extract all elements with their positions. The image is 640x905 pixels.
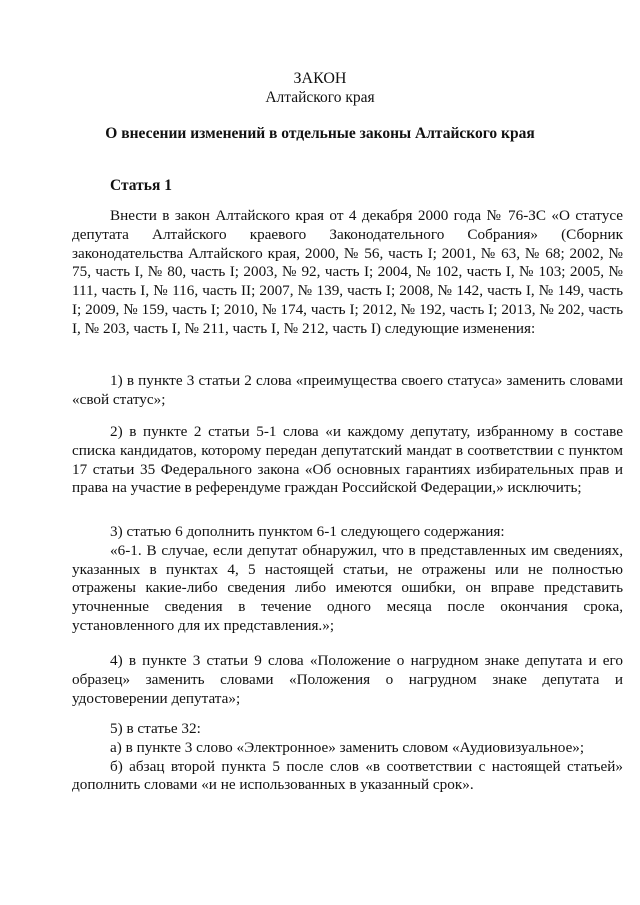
article-heading: Статья 1 bbox=[110, 177, 172, 194]
amendment-item-2: 2) в пункте 2 статьи 5-1 слова «и каждому депутату, избранному в составе списка кандидатов, которому передан депутатский мандат в соответствии с пунктом 17 статьи 35 Федерального закона «Об основных гарантиях избирательных прав и права на участие в референдуме граждан Российской Федерации,» исключить; bbox=[72, 423, 623, 497]
document-type: ЗАКОН bbox=[293, 70, 347, 87]
amendment-item-3: 3) статью 6 дополнить пунктом 6-1 следующего содержания: bbox=[110, 523, 505, 540]
amendment-item-5b: б) абзац второй пункта 5 после слов «в соответствии с настоящей статьей» дополнить словами «и не использованных в указанный срок». bbox=[72, 757, 623, 794]
amendment-item-4-block bbox=[72, 652, 623, 708]
amendment-item-5-block bbox=[72, 720, 623, 795]
document-title: О внесении изменений в отдельные законы Алтайского края bbox=[105, 125, 535, 142]
document-region: Алтайского края bbox=[265, 89, 375, 106]
amendment-item-5a: а) в пункте 3 слово «Электронное» заменить словом «Аудиовизуальное»; bbox=[110, 738, 585, 756]
amendment-item-2-block bbox=[72, 423, 623, 498]
amendment-item-4: 4) в пункте 3 статьи 9 слова «Положение о нагрудном знаке депутата и его образец» заменить словами «Положения о нагрудном знаке депутата и удостоверении депутата»; bbox=[72, 652, 623, 707]
amendment-item-1: 1) в пункте 3 статьи 2 слова «преимущества своего статуса» заменить словами «свой статус»; bbox=[72, 372, 623, 408]
article-intro-block bbox=[72, 207, 623, 339]
amendment-item-1-block bbox=[72, 372, 623, 410]
amendment-item-3-block bbox=[72, 523, 623, 636]
amendment-item-5: 5) в статье 32: bbox=[110, 720, 201, 737]
article-intro-paragraph: Внести в закон Алтайского края от 4 декабря 2000 года № 76-ЗС «О статусе депутата Алтайского краевого Законодательного Собрания» (Сборник законодательства Алтайского края, 2000, № 56, часть I; 2001, № 63, № 68; 2002, № 75, часть I, № 80, часть I; 2003, № 92, часть I; 2004, № 102, часть I, № 103; 2005, № 111, часть I, № 116, часть II; 2007, № 139, часть I; 2008, № 142, часть I, № 149, часть I; 2009, № 159, часть I; 2010, № 174, часть I; 2012, № 192, часть I; 2013, № 202, часть I, № 203, часть I, № 211, часть I, № 212, часть I) следующие изменения: bbox=[72, 207, 623, 337]
amendment-item-3-text: «6-1. В случае, если депутат обнаружил, что в представленных им сведениях, указанных в пунктах 4, 5 настоящей статьи, не отражены или не полностью отражены какие-либо сведения либо имеются ошибки, он вправе представить уточненные сведения в течение одного месяца после окончания срока, установленного для их представления.»; bbox=[72, 541, 623, 634]
